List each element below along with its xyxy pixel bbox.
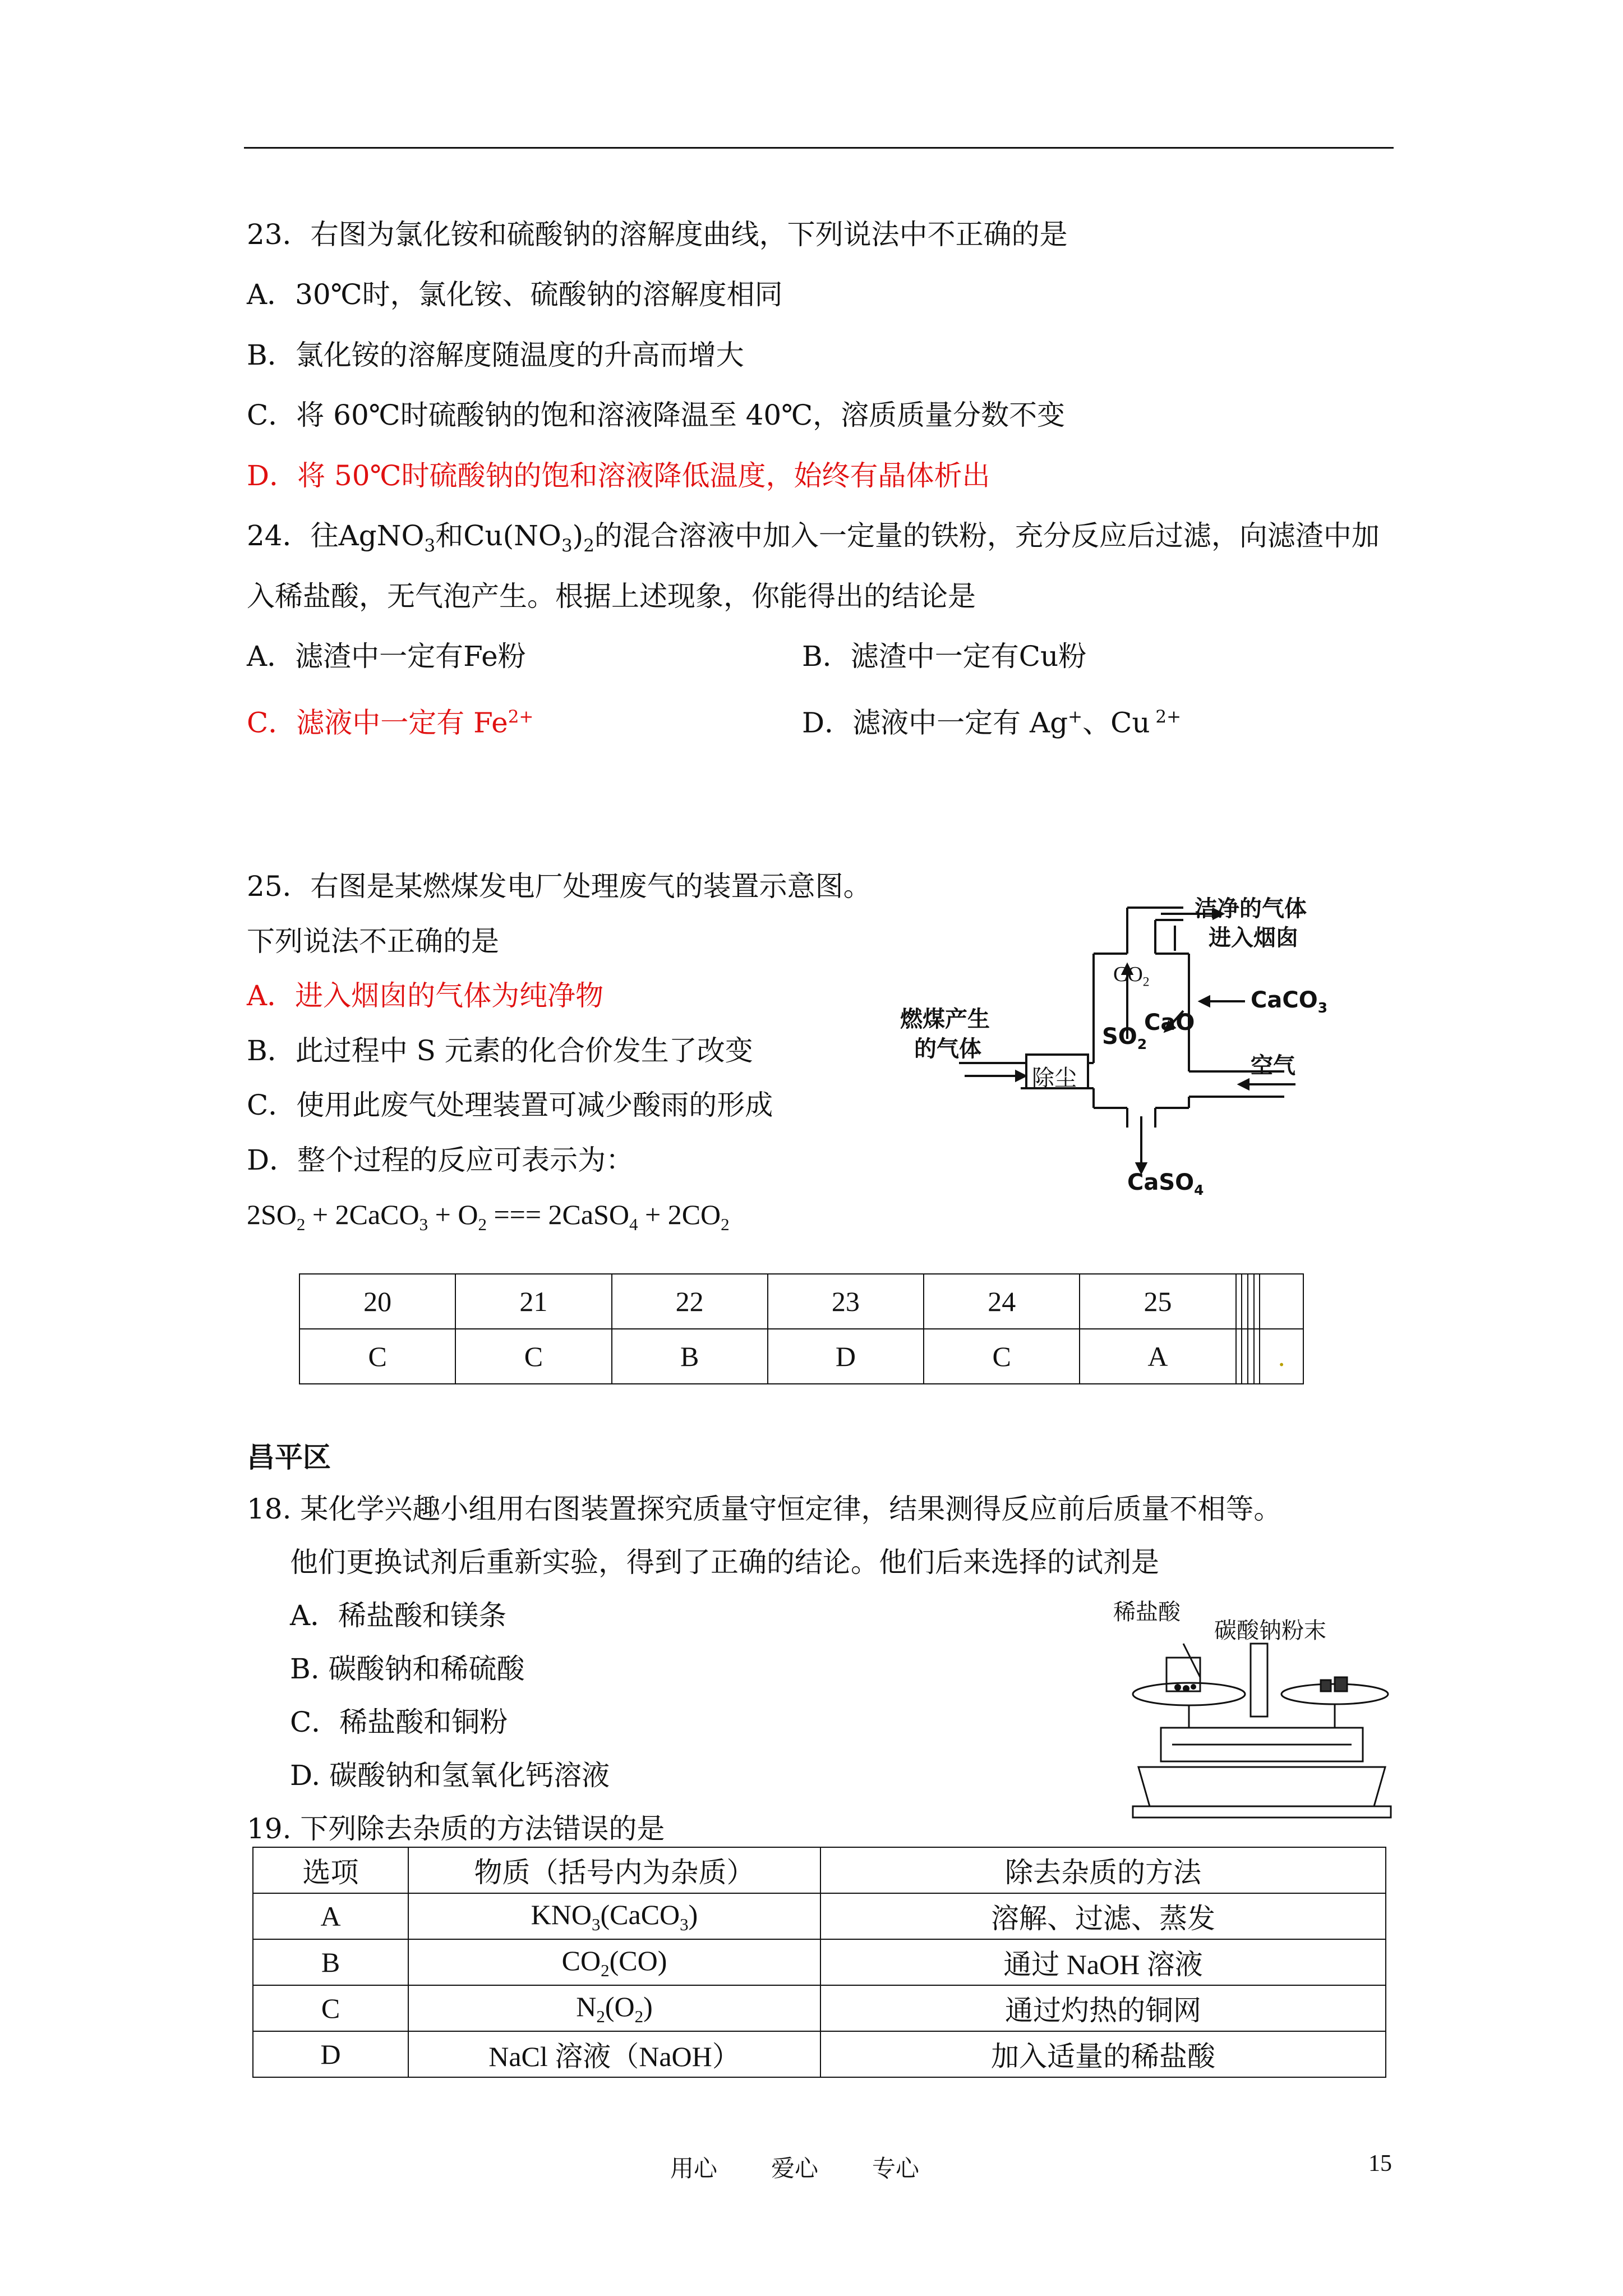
answer-number-cell xyxy=(1236,1274,1242,1329)
q19-stem: 19. 下列除去杂质的方法错误的是 xyxy=(247,1812,665,1845)
answer-number-cell xyxy=(1242,1274,1248,1329)
row-option: D xyxy=(253,2031,408,2077)
q25-option-d: D．整个过程的反应可表示为： xyxy=(247,1144,634,1176)
footer-motto-3: 专心 xyxy=(872,2155,920,2182)
balance-scale-icon xyxy=(1127,1627,1396,1829)
table-row xyxy=(253,1985,1386,2031)
answer-cell xyxy=(1248,1329,1254,1384)
table-row xyxy=(253,2031,1386,2077)
answer-cell: C xyxy=(299,1329,455,1384)
label-dilute-hcl: 稀盐酸 xyxy=(1113,1599,1181,1625)
table-header-row xyxy=(253,1847,1386,1893)
answer-table xyxy=(299,1273,1304,1384)
q24-stem: 24．往AgNO$_3$和$Cu(NO_3)_2$的混合溶液中加入一定量的铁粉，充分反应后过滤，向滤渣中加 xyxy=(247,519,1380,556)
answer-cell: A xyxy=(1080,1329,1235,1384)
row-method: 溶解、过滤、蒸发 xyxy=(820,1893,1386,1939)
table-row xyxy=(253,1939,1386,1985)
label-caco3: CaCO$_3$ xyxy=(1251,987,1327,1016)
header-rule xyxy=(244,147,1394,149)
q24-option-a: A．滤渣中一定有Fe粉 xyxy=(247,640,526,673)
q23-stem: 23．右图为氯化铵和硫酸钠的溶解度曲线，下列说法中不正确的是 xyxy=(247,218,1068,251)
row-method: 加入适量的稀盐酸 xyxy=(820,2031,1386,2077)
q23-option-b: B．氯化铵的溶解度随温度的升高而增大 xyxy=(247,339,744,371)
label-co2: $CO_2$ xyxy=(1113,963,1150,990)
answer-number-cell: 23 xyxy=(768,1274,924,1329)
page-number: 15 xyxy=(1368,2151,1392,2177)
answer-cell: . xyxy=(1260,1329,1303,1384)
answer-number-cell xyxy=(1254,1274,1260,1329)
q18-option-a: A．稀盐酸和镁条 xyxy=(290,1599,507,1632)
row-option: C xyxy=(253,1985,408,2031)
q25-stem-line2: 下列说法不正确的是 xyxy=(247,925,499,958)
q24-stem-line2: 入稀盐酸，无气泡产生。根据上述现象，你能得出的结论是 xyxy=(247,580,976,613)
q18-option-b: B. 碳酸钠和稀硫酸 xyxy=(290,1653,525,1685)
answer-cell: C xyxy=(924,1329,1080,1384)
answer-cell: B xyxy=(612,1329,768,1384)
label-into-chimney: 进入烟囱 xyxy=(1209,925,1298,951)
answer-table-answer-row xyxy=(299,1329,1303,1384)
q25-stem: 25．右图是某燃煤发电厂处理废气的装置示意图。 xyxy=(247,870,872,903)
label-cao: CaO xyxy=(1144,1010,1195,1036)
answer-number-cell: 21 xyxy=(455,1274,611,1329)
header-option: 选项 xyxy=(253,1847,408,1893)
q25-option-c: C．使用此废气处理装置可减少酸雨的形成 xyxy=(247,1089,773,1121)
q25-equation: $2SO_2$ + 2CaCO$_3$ + $O_2$ === 2CaSO$_4$ + $2CO_2$ xyxy=(247,1199,730,1234)
label-coal-gas-2: 的气体 xyxy=(914,1036,981,1062)
answer-cell xyxy=(1236,1329,1242,1384)
answer-cell xyxy=(1254,1329,1260,1384)
table-row xyxy=(253,1893,1386,1939)
q24-option-c: C．滤液中一定有 $Fe^{2+}$ xyxy=(247,706,534,739)
answer-number-cell: 25 xyxy=(1080,1274,1235,1329)
answer-cell: C xyxy=(455,1329,611,1384)
label-dust-removal: 除尘 xyxy=(1032,1065,1077,1091)
answer-number-cell: 20 xyxy=(299,1274,455,1329)
answer-table-number-row xyxy=(299,1274,1303,1329)
q25-option-b: B．此过程中 S 元素的化合价发生了改变 xyxy=(247,1034,753,1067)
row-substance: $CO_2(CO)$ xyxy=(408,1939,820,1985)
impurity-removal-table xyxy=(252,1847,1386,2078)
label-coal-gas: 燃煤产生 xyxy=(900,1006,990,1032)
answer-number-cell: 22 xyxy=(612,1274,768,1329)
answer-cell xyxy=(1242,1329,1248,1384)
row-substance: $KNO_3(CaCO_3)$ xyxy=(408,1893,820,1939)
label-sodium-carbonate: 碳酸钠粉末 xyxy=(1214,1618,1326,1644)
q18-stem-line2: 他们更换试剂后重新实验，得到了正确的结论。他们后来选择的试剂是 xyxy=(290,1546,1159,1579)
q25-option-a: A．进入烟囱的气体为纯净物 xyxy=(247,979,604,1012)
answer-cell: D xyxy=(768,1329,924,1384)
answer-number-cell xyxy=(1248,1274,1254,1329)
label-caso4: CaSO$_4$ xyxy=(1127,1170,1204,1198)
footer-motto-1: 用心 xyxy=(670,2155,718,2182)
q24-option-b: B．滤渣中一定有Cu粉 xyxy=(802,640,1087,673)
label-so2: $SO_2$ xyxy=(1102,1024,1147,1052)
answer-number-cell: 24 xyxy=(924,1274,1080,1329)
row-method: 通过灼热的铜网 xyxy=(820,1985,1386,2031)
q24-option-d: D．滤液中一定有 Ag+、Cu $^{2+}$ xyxy=(802,706,1182,739)
row-option: B xyxy=(253,1939,408,1985)
header-method: 除去杂质的方法 xyxy=(820,1847,1386,1893)
header-substance: 物质（括号内为杂质） xyxy=(408,1847,820,1893)
q18-stem: 18. 某化学兴趣小组用右图装置探究质量守恒定律，结果测得反应前后质量不相等。 xyxy=(247,1493,1282,1525)
row-option: A xyxy=(253,1893,408,1939)
section-heading: 昌平区 xyxy=(247,1441,331,1474)
q23-option-a: A．30℃时，氯化铵、硫酸钠的溶解度相同 xyxy=(247,278,783,311)
footer-motto-2: 爱心 xyxy=(771,2155,819,2182)
q18-option-c: C．稀盐酸和铜粉 xyxy=(290,1706,508,1738)
answer-number-cell xyxy=(1260,1274,1303,1329)
q18-option-d: D. 碳酸钠和氢氧化钙溶液 xyxy=(290,1759,610,1792)
q23-option-c: C．将 60℃时硫酸钠的饱和溶液降温至 40℃，溶质质量分数不变 xyxy=(247,399,1066,431)
row-substance: $N_2(O_2)$ xyxy=(408,1985,820,2031)
q23-option-d: D．将 50℃时硫酸钠的饱和溶液降低温度，始终有晶体析出 xyxy=(247,459,990,492)
row-method: 通过 NaOH 溶液 xyxy=(820,1939,1386,1985)
label-air: 空气 xyxy=(1251,1053,1295,1079)
label-clean-gas: 洁净的气体 xyxy=(1195,896,1307,922)
row-substance: NaCl 溶液（NaOH） xyxy=(408,2031,820,2077)
